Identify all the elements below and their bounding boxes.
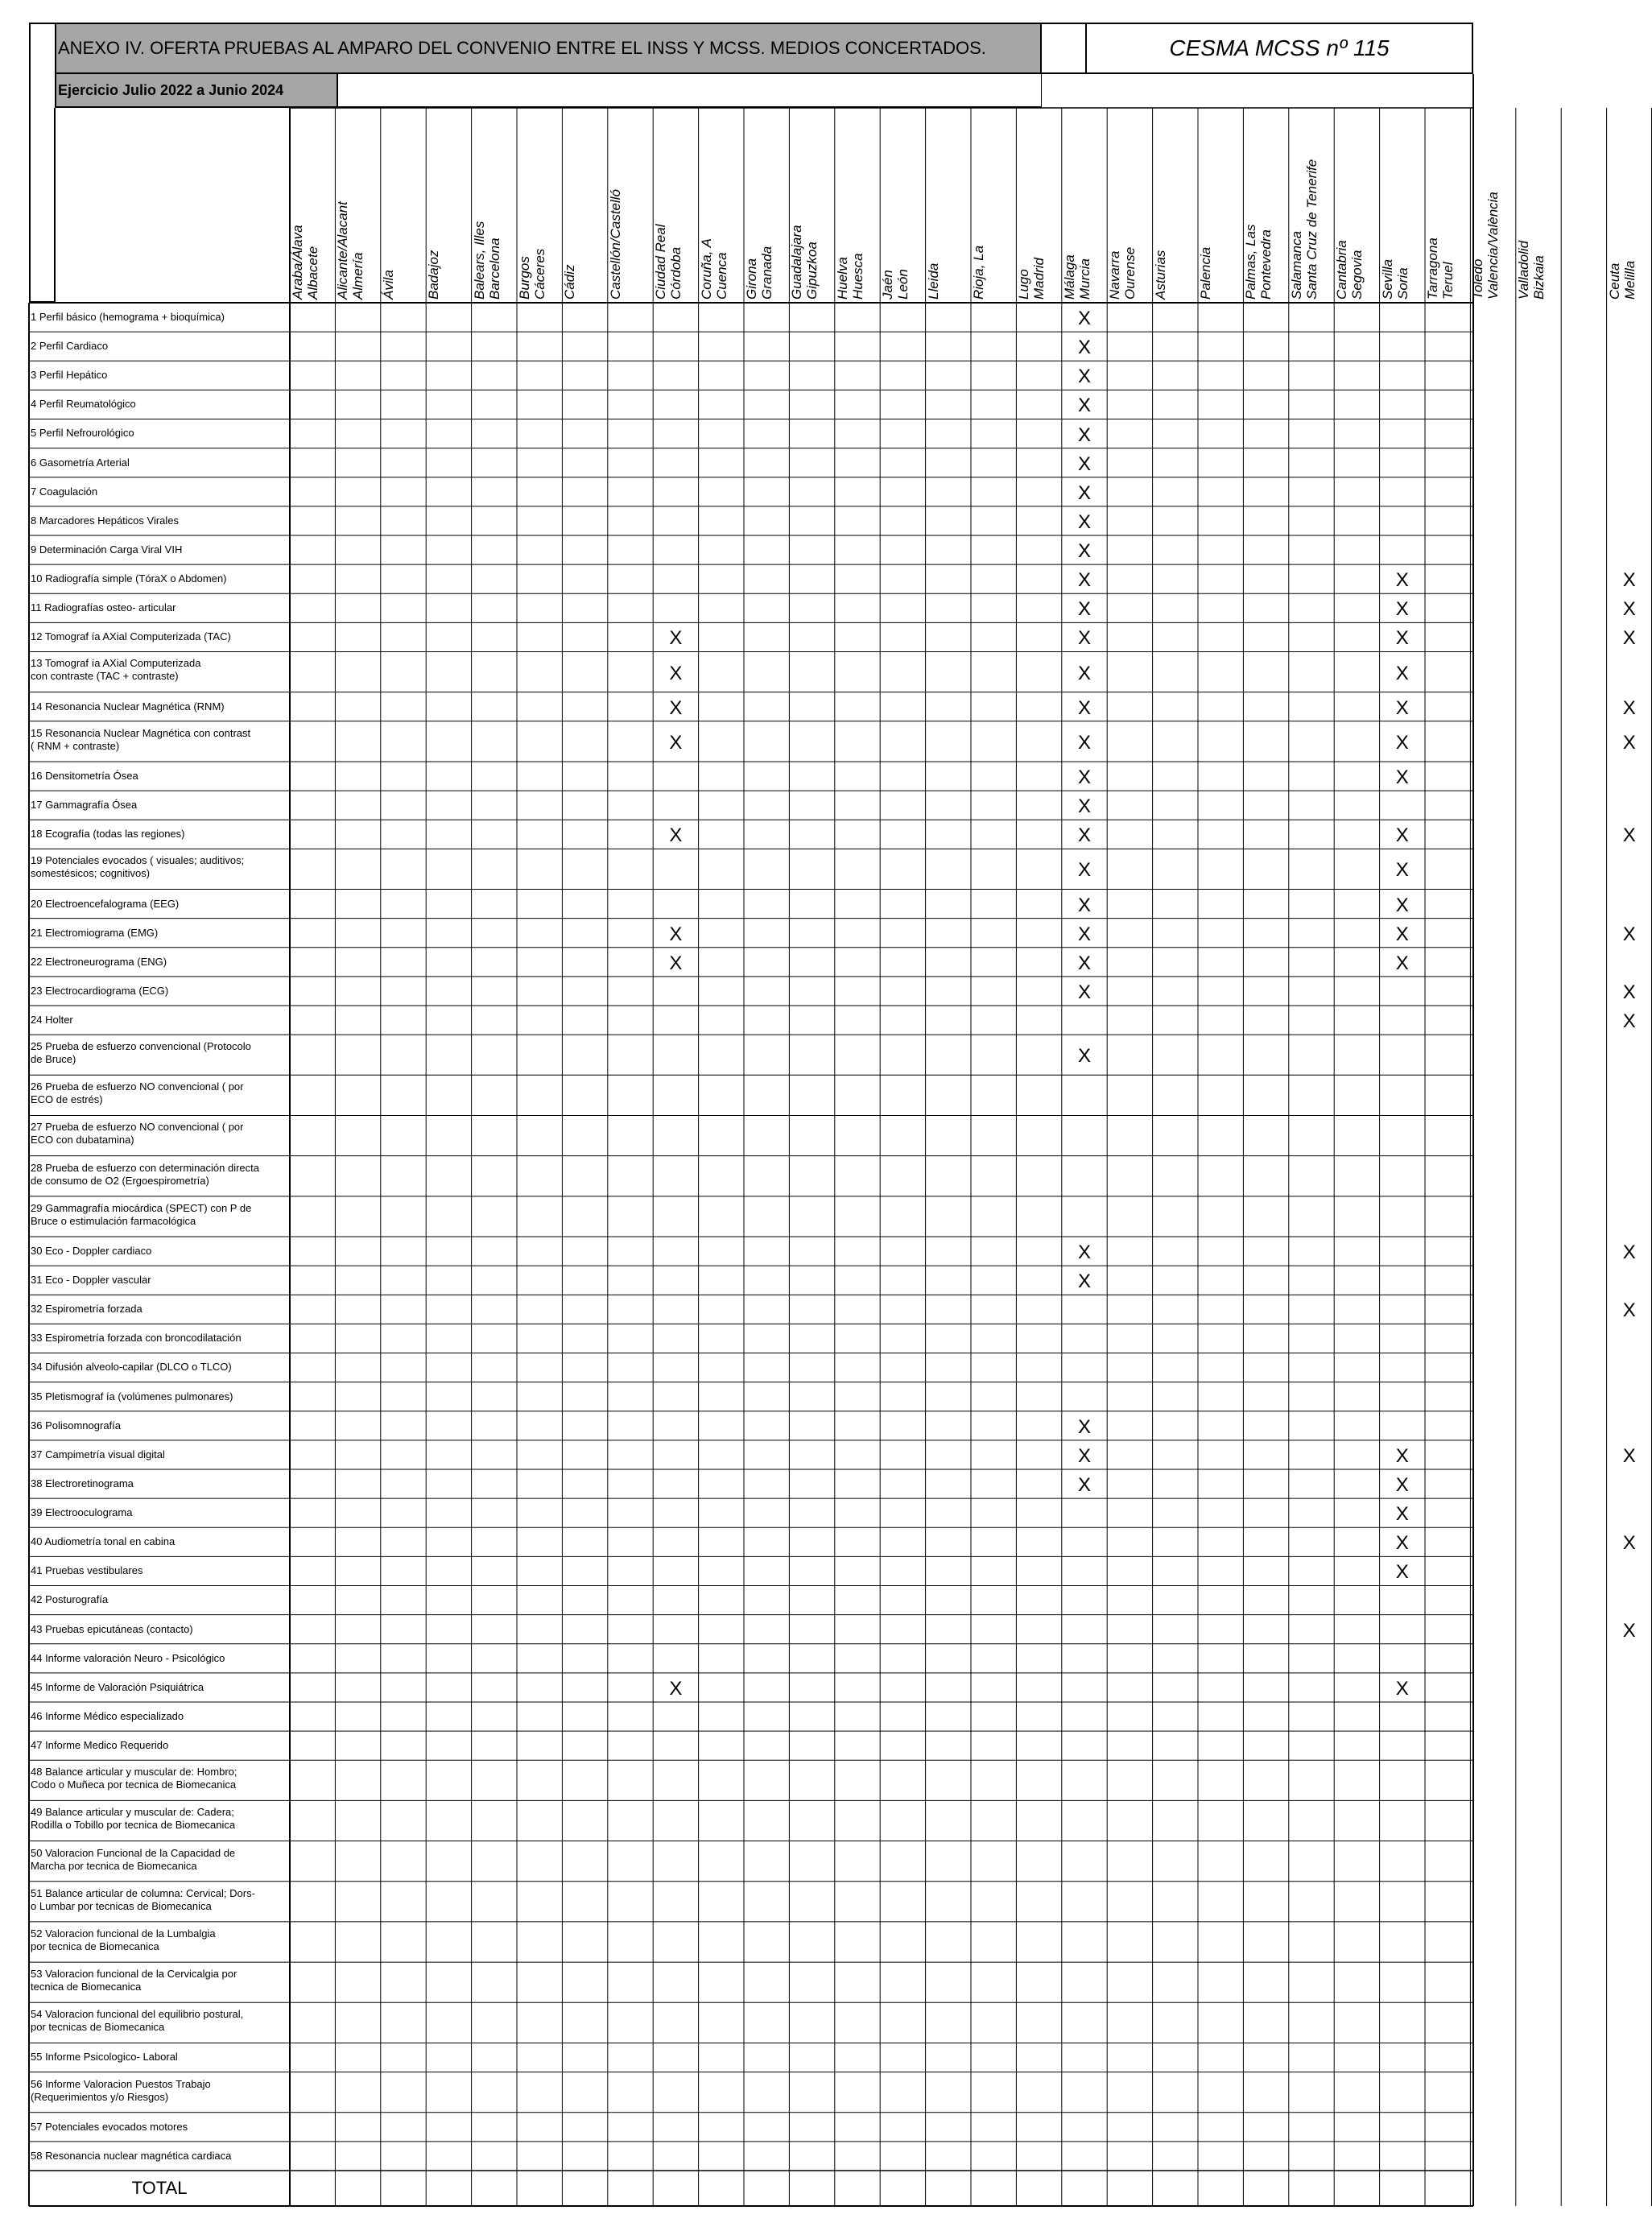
offer-mark: X bbox=[1622, 1532, 1636, 1555]
test-row-label: 34 Difusión alveolo-capilar (DLCO o TLCO) bbox=[31, 1361, 232, 1374]
province-name: Navarra bbox=[1107, 250, 1123, 300]
province-header bbox=[1607, 108, 1652, 303]
province-name: Almería bbox=[350, 252, 366, 300]
offer-mark: X bbox=[1077, 540, 1091, 563]
test-row-label: 38 Electroretinograma bbox=[31, 1477, 134, 1489]
test-row-label: 30 Eco - Doppler cardiaco bbox=[31, 1245, 152, 1257]
period-label: Ejercicio Julio 2022 a Junio 2024 bbox=[55, 74, 338, 108]
test-row-label: 33 Espirometría forzada con broncodilatación bbox=[31, 1332, 242, 1345]
province-name: Toledo bbox=[1470, 258, 1486, 300]
test-row-label: 12 Tomograf ía AXial Computerizada (TAC) bbox=[31, 630, 231, 643]
province-name: Gipuzkoa bbox=[804, 242, 820, 300]
province-name: Bizkaia bbox=[1530, 255, 1547, 300]
offer-mark: X bbox=[1395, 627, 1409, 650]
offer-mark: X bbox=[1395, 1444, 1409, 1467]
offer-mark: X bbox=[1077, 952, 1091, 974]
test-row-label: 22 Electroneurograma (ENG) bbox=[31, 955, 167, 968]
province-header-text bbox=[1607, 111, 1638, 300]
test-row-label: 45 Informe de Valoración Psiquiátrica bbox=[31, 1680, 204, 1693]
offer-mark: X bbox=[1395, 766, 1409, 789]
province-name: Cuenca bbox=[713, 252, 729, 300]
offer-mark: X bbox=[1622, 1241, 1636, 1264]
annex-title: ANEXO IV. OFERTA PRUEBAS AL AMPARO DEL CONVENIO ENTRE EL INSS Y MCSS. MEDIOS CONCERTADOS. bbox=[55, 23, 1042, 74]
test-row-label: 1 Perfil básico (hemograma + bioquímica) bbox=[31, 311, 225, 323]
province-name: Balears, Illes bbox=[471, 221, 487, 300]
offer-mark: X bbox=[1395, 598, 1409, 621]
offer-mark: X bbox=[1395, 731, 1409, 754]
test-row-label: 57 Potenciales evocados motores bbox=[31, 2120, 188, 2133]
province-name: Alicante/Alacant bbox=[335, 201, 351, 300]
test-row-label: 6 Gasometría Arterial bbox=[31, 456, 130, 469]
test-row-label: 49 Balance articular y muscular de: Cadera; Rodilla o Tobillo por tecnica de Biomecanica bbox=[31, 1806, 236, 1832]
offer-mark: X bbox=[1395, 1532, 1409, 1555]
test-row-label: 41 Pruebas vestibulares bbox=[31, 1564, 143, 1577]
province-name: Barcelona bbox=[486, 238, 502, 300]
test-row-label: 16 Densitometría Ósea bbox=[31, 769, 138, 782]
test-row-label: 18 Ecografía (todas las regiones) bbox=[31, 828, 185, 841]
province-name: Murcia bbox=[1076, 258, 1092, 300]
province-name: Asturias bbox=[1152, 250, 1168, 300]
province-name: Ceuta bbox=[1606, 262, 1622, 300]
province-name: Sevilla bbox=[1379, 258, 1395, 300]
test-row-label: 44 Informe valoración Neuro - Psicológico bbox=[31, 1651, 225, 1664]
offer-mark: X bbox=[1622, 569, 1636, 592]
test-row-label: 50 Valoracion Funcional de la Capacidad de Marcha por tecnica de Biomecanica bbox=[31, 1846, 236, 1872]
test-row-label: 46 Informe Médico especializado bbox=[31, 1709, 184, 1722]
offer-mark: X bbox=[1077, 696, 1091, 719]
offer-mark: X bbox=[1077, 662, 1091, 684]
province-name: Huesca bbox=[849, 253, 865, 300]
test-row-label: 54 Valoracion funcional del equilibrio postural, por tecnicas de Biomecanica bbox=[31, 2008, 244, 2034]
test-row-label: 31 Eco - Doppler vascular bbox=[31, 1274, 151, 1287]
test-row-label: 11 Radiografías osteo- articular bbox=[31, 601, 176, 614]
offer-mark: X bbox=[669, 627, 683, 650]
test-row-label: 29 Gammagrafía miocárdica (SPECT) con P de Bruce o estimulación farmacológica bbox=[31, 1201, 252, 1227]
offer-mark: X bbox=[669, 1677, 683, 1700]
province-name: Huelva bbox=[834, 257, 850, 300]
test-row-label: 42 Posturografía bbox=[31, 1593, 109, 1606]
province-name: Guadalajara bbox=[789, 225, 805, 300]
test-row-label: 10 Radiografía simple (TóraX o Abdomen) bbox=[31, 572, 227, 585]
province-name: Palencia bbox=[1198, 246, 1213, 300]
offer-mark: X bbox=[1395, 696, 1409, 719]
test-row-label: 13 Tomograf ía AXial Computerizada con contraste (TAC + contraste) bbox=[31, 657, 201, 683]
province-header bbox=[1516, 108, 1561, 303]
province-name: Albacete bbox=[305, 246, 320, 300]
province-name: Cáceres bbox=[532, 248, 547, 300]
offer-mark: X bbox=[1077, 1444, 1091, 1467]
offer-mark: X bbox=[1077, 366, 1091, 388]
offer-mark: X bbox=[1077, 627, 1091, 650]
test-row-label: 4 Perfil Reumatológico bbox=[31, 398, 136, 411]
test-row-label: 20 Electroencefalograma (EEG) bbox=[31, 897, 180, 910]
test-row-label: 58 Resonancia nuclear magnética cardiaca bbox=[31, 2149, 232, 2162]
offer-mark: X bbox=[1077, 731, 1091, 754]
test-row-label: 3 Perfil Hepático bbox=[31, 369, 108, 382]
province-name: Cádiz bbox=[562, 264, 578, 300]
test-row-label: 23 Electrocardiograma (ECG) bbox=[31, 984, 169, 997]
offer-mark: X bbox=[1077, 308, 1091, 330]
province-name: Granada bbox=[759, 246, 774, 300]
test-row-label: 9 Determinación Carga Viral VIH bbox=[31, 543, 183, 556]
province-name: Ourense bbox=[1122, 246, 1138, 300]
offer-mark: X bbox=[669, 662, 683, 684]
test-row-label: 15 Resonancia Nuclear Magnética con contrast ( RNM + contraste) bbox=[31, 726, 251, 752]
test-row-label: 21 Electromiograma (EMG) bbox=[31, 926, 159, 939]
province-name: Ciudad Real bbox=[653, 224, 669, 300]
offer-mark: X bbox=[1077, 1045, 1091, 1068]
province-name: Rioja, La bbox=[971, 245, 986, 300]
province-name: Castellón/Castelló bbox=[607, 188, 623, 300]
offer-mark: X bbox=[1622, 627, 1636, 650]
test-row-label: 14 Resonancia Nuclear Magnética (RNM) bbox=[31, 700, 225, 713]
offer-mark: X bbox=[1077, 510, 1091, 533]
test-row-label: 26 Prueba de esfuerzo NO convencional ( por ECO de estrés) bbox=[31, 1080, 244, 1106]
offer-mark: X bbox=[1077, 824, 1091, 847]
test-row-label: 28 Prueba de esfuerzo con determinación directa de consumo de O2 (Ergoespirometría) bbox=[31, 1161, 260, 1187]
cesma-id: CESMA MCSS nº 115 bbox=[1087, 23, 1473, 74]
offer-mark: X bbox=[669, 696, 683, 719]
offer-mark: X bbox=[1077, 452, 1091, 475]
province-name: Burgos bbox=[517, 256, 532, 300]
offer-mark: X bbox=[669, 923, 683, 945]
offer-mark: X bbox=[1077, 923, 1091, 945]
test-row-label: 2 Perfil Cardiaco bbox=[31, 340, 109, 353]
offer-mark: X bbox=[1395, 923, 1409, 945]
test-row-label: 32 Espirometría forzada bbox=[31, 1303, 142, 1316]
province-name: Cantabria bbox=[1334, 240, 1350, 300]
province-name: Segovia bbox=[1349, 250, 1365, 300]
province-name: Tarragona bbox=[1425, 238, 1440, 300]
province-name: Valladolid bbox=[1515, 240, 1531, 300]
offer-mark: X bbox=[1077, 337, 1091, 359]
offer-mark: X bbox=[1395, 952, 1409, 974]
province-name: Córdoba bbox=[668, 246, 684, 300]
total-label: TOTAL bbox=[131, 2178, 188, 2198]
offer-mark: X bbox=[669, 731, 683, 754]
test-row-label: 39 Electrooculograma bbox=[31, 1506, 133, 1519]
province-name: León bbox=[895, 269, 911, 300]
province-name: Salamanca bbox=[1288, 230, 1304, 300]
test-row-label: 40 Audiometría tonal en cabina bbox=[31, 1535, 176, 1548]
test-row-label: 24 Holter bbox=[31, 1014, 73, 1026]
offer-mark: X bbox=[1077, 1270, 1091, 1293]
test-row-label: 56 Informe Valoracion Puestos Trabajo (Requerimientos y/o Riesgos) bbox=[31, 2077, 211, 2103]
province-name: Melilla bbox=[1621, 260, 1638, 300]
offer-mark: X bbox=[1622, 824, 1636, 847]
offer-mark: X bbox=[669, 824, 683, 847]
offer-mark: X bbox=[1622, 1619, 1636, 1642]
test-row-label: 36 Polisomnografía bbox=[31, 1419, 122, 1431]
province-name: Girona bbox=[744, 258, 759, 300]
offer-mark: X bbox=[1077, 481, 1091, 504]
test-row-label: 19 Potenciales evocados ( visuales; auditivos; somestésicos; cognitivos) bbox=[31, 854, 245, 880]
offer-mark: X bbox=[1395, 824, 1409, 847]
offer-mark: X bbox=[1622, 923, 1636, 945]
province-name: Valencia/València bbox=[1485, 192, 1501, 300]
offer-mark: X bbox=[669, 952, 683, 974]
province-name: Soria bbox=[1394, 267, 1410, 300]
offer-mark: X bbox=[1395, 1474, 1409, 1497]
province-name: Lugo bbox=[1016, 269, 1032, 300]
province-name: Teruel bbox=[1440, 262, 1456, 300]
offer-mark: X bbox=[1077, 766, 1091, 789]
test-row-label: 47 Informe Medico Requerido bbox=[31, 1739, 169, 1752]
test-row-label: 55 Informe Psicologico- Laboral bbox=[31, 2051, 178, 2064]
province-name: Araba/Álava bbox=[290, 225, 305, 300]
test-row-label: 48 Balance articular y muscular de: Hombro; Codo o Muñeca por tecnica de Biomecanica bbox=[31, 1766, 237, 1791]
province-name: Pontevedra bbox=[1258, 229, 1274, 300]
offer-mark: X bbox=[1395, 569, 1409, 592]
offer-mark: X bbox=[1395, 1561, 1409, 1584]
offer-mark: X bbox=[1077, 795, 1091, 818]
test-row-label: 37 Campimetría visual digital bbox=[31, 1448, 165, 1460]
offer-mark: X bbox=[1077, 894, 1091, 916]
offer-mark: X bbox=[1077, 1474, 1091, 1497]
province-name: Santa Cruz de Tenerife bbox=[1303, 159, 1320, 300]
offer-mark: X bbox=[1077, 859, 1091, 882]
offer-mark: X bbox=[1395, 1503, 1409, 1526]
test-row-label: 25 Prueba de esfuerzo convencional (Protocolo de Bruce) bbox=[31, 1040, 251, 1066]
offer-mark: X bbox=[1077, 981, 1091, 1003]
offer-mark: X bbox=[1622, 731, 1636, 754]
province-name: Jaén bbox=[880, 270, 896, 300]
test-row-label: 52 Valoracion funcional de la Lumbalgia por tecnica de Biomecanica bbox=[31, 1927, 216, 1952]
test-row-label: 7 Coagulación bbox=[31, 485, 98, 498]
offer-mark: X bbox=[1622, 696, 1636, 719]
test-row-label: 51 Balance articular de columna: Cervical; Dors- o Lumbar por tecnicas de Biomecanica bbox=[31, 1886, 255, 1912]
offer-mark: X bbox=[1622, 1299, 1636, 1322]
offer-mark: X bbox=[1077, 569, 1091, 592]
offer-mark: X bbox=[1395, 662, 1409, 684]
province-name: Ávila bbox=[380, 270, 396, 300]
test-row-label: 27 Prueba de esfuerzo NO convencional ( por ECO con dubatamina) bbox=[31, 1121, 244, 1146]
test-row-label: 8 Marcadores Hepáticos Virales bbox=[31, 514, 180, 527]
offer-mark: X bbox=[1395, 1677, 1409, 1700]
province-name: Lleida bbox=[925, 262, 941, 300]
province-name: Coruña, A bbox=[698, 238, 714, 300]
offer-mark: X bbox=[1622, 598, 1636, 621]
offer-mark: X bbox=[1077, 423, 1091, 446]
province-name: Badajoz bbox=[426, 250, 442, 300]
province-header bbox=[1561, 108, 1606, 303]
offer-mark: X bbox=[1622, 1010, 1636, 1033]
offer-mark: X bbox=[1622, 1444, 1636, 1467]
test-row-label: 43 Pruebas epicutáneas (contacto) bbox=[31, 1622, 193, 1635]
test-row-label: 53 Valoracion funcional de la Cervicalgia por tecnica de Biomecanica bbox=[31, 1968, 237, 1993]
offer-mark: X bbox=[1395, 894, 1409, 916]
offer-mark: X bbox=[1077, 598, 1091, 621]
province-name: Palmas, Las bbox=[1243, 224, 1259, 300]
province-header-text bbox=[1516, 111, 1547, 300]
offer-mark: X bbox=[1077, 1241, 1091, 1264]
offer-mark: X bbox=[1622, 981, 1636, 1003]
test-row-label: 5 Perfil Nefrourológico bbox=[31, 427, 134, 440]
offer-mark: X bbox=[1077, 395, 1091, 417]
test-row-label: 17 Gammagrafía Ósea bbox=[31, 799, 138, 812]
offer-mark: X bbox=[1395, 859, 1409, 882]
test-row-label: 35 Pletismograf ía (volúmenes pulmonares) bbox=[31, 1390, 233, 1403]
province-name: Málaga bbox=[1061, 254, 1077, 300]
province-name: Madrid bbox=[1031, 258, 1047, 300]
offer-mark: X bbox=[1077, 1415, 1091, 1438]
